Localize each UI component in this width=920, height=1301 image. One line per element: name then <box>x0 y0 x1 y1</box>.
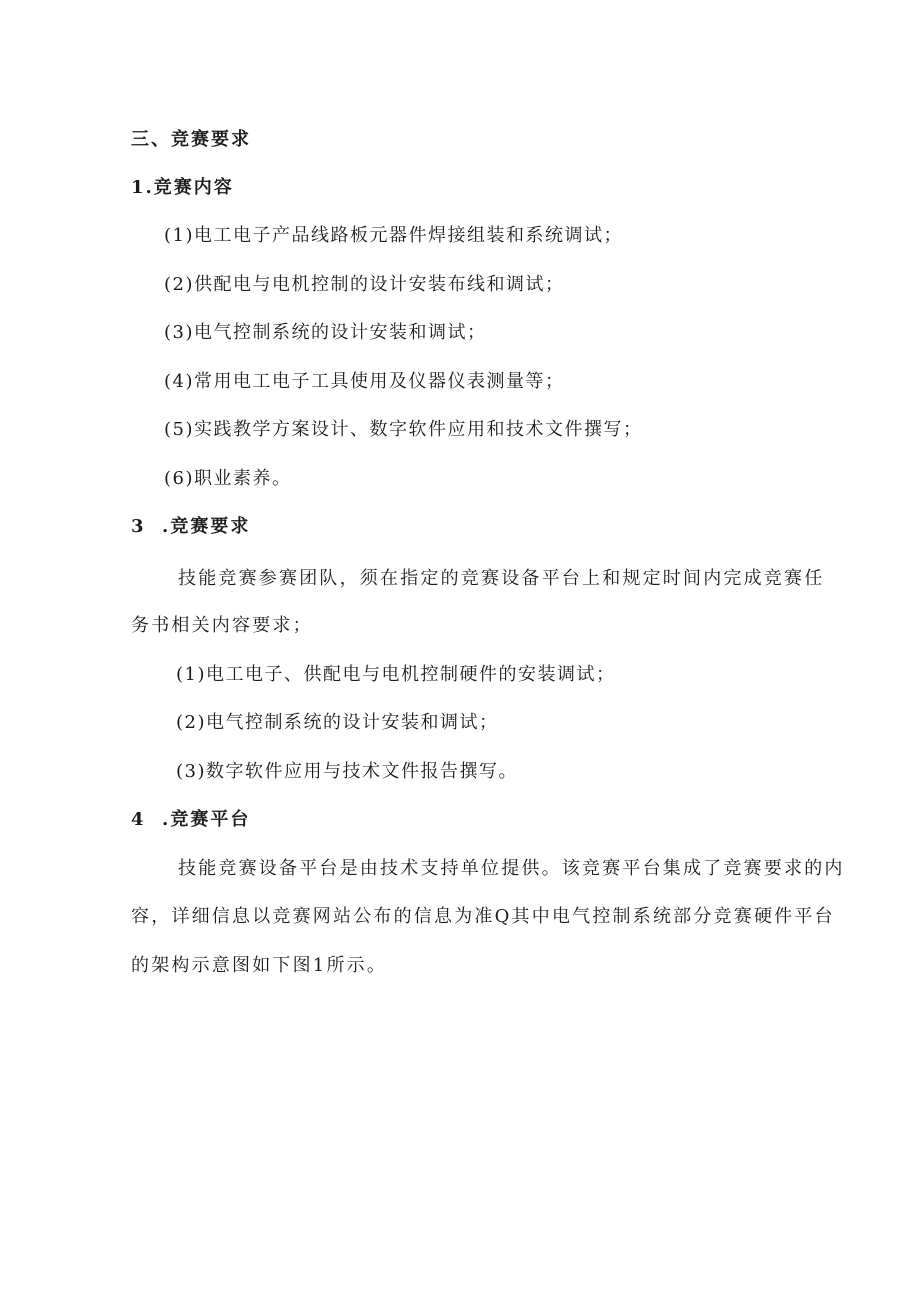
list-item: (3)数字软件应用与技术文件报告撰写。 <box>176 761 518 782</box>
section3-paragraph-line: 务书相关内容要求； <box>131 615 313 636</box>
list-item: (1)电工电子、供配电与电机控制硬件的安装调试； <box>176 664 616 685</box>
list-item: (4)常用电工电子工具使用及仪器仪表测量等； <box>164 371 565 392</box>
section4-heading: 4 .竞赛平台 <box>131 809 251 830</box>
section4-paragraph-line: 容，详细信息以竞赛网站公布的信息为准Q其中电气控制系统部分竞赛硬件平台 <box>131 906 835 927</box>
list-item: (5)实践教学方案设计、数字软件应用和技术文件撰写； <box>164 419 643 440</box>
list-item: (3)电气控制系统的设计安装和调试； <box>164 322 487 343</box>
list-item: (2)电气控制系统的设计安装和调试； <box>176 712 499 733</box>
section3-paragraph-line: 技能竞赛参赛团队，须在指定的竞赛设备平台上和规定时间内完成竞赛任 <box>178 568 825 589</box>
list-item: (6)职业素养。 <box>164 468 292 489</box>
section-title: 三、竞赛要求 <box>131 129 251 150</box>
section3-heading: 3 .竞赛要求 <box>131 516 251 537</box>
list-item: (2)供配电与电机控制的设计安装布线和调试； <box>164 274 565 295</box>
list-item: (1)电工电子产品线路板元器件焊接组装和系统调试； <box>164 225 623 246</box>
section4-paragraph-line: 技能竞赛设备平台是由技术支持单位提供。该竞赛平台集成了竞赛要求的内 <box>178 858 845 879</box>
section4-paragraph-line: 的架构示意图如下图1所示。 <box>131 955 388 976</box>
section1-heading: 1.竞赛内容 <box>131 177 234 198</box>
